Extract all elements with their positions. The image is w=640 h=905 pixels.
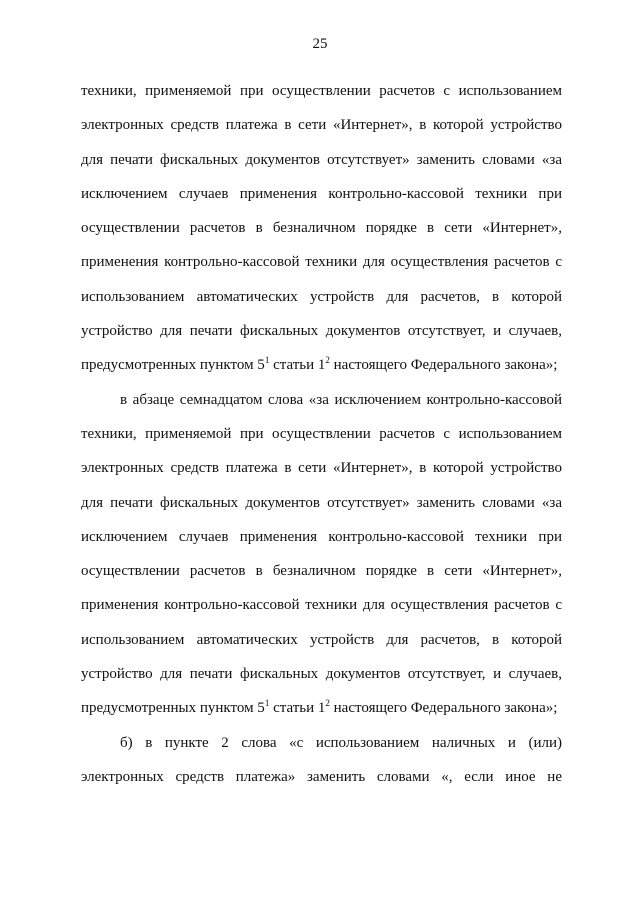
page-number: 25 <box>312 36 328 52</box>
paragraph <box>81 383 562 726</box>
paragraph-text: статьи 1 <box>269 700 326 717</box>
paragraph <box>81 726 562 795</box>
paragraph-text: техники, применяемой при осуществлении расчетов с использованием электронных средств платежа в сети «Интернет», в которой устройство для печати фискальных документов отсутствует» заменить словами «за исключением случаев применения контрольно-кассовой техники при осуществлении расчетов в безналичном порядке в сети «Интернет», применения контрольно-кассовой техники для осуществления расчетов с использованием автоматических устройств для расчетов, в которой устройство для печати фискальных документов отсутствует, и случаев, предусмотренных пунктом 5 <box>81 83 562 374</box>
paragraph-text: статьи 1 <box>269 357 326 374</box>
paragraph <box>81 74 562 383</box>
paragraph-text: в абзаце семнадцатом слова «за исключением контрольно-кассовой техники, применяемой при осуществлении расчетов с использованием электронных средств платежа в сети «Интернет», в которой устройство для печати фискальных документов отсутствует» заменить словами «за исключением случаев применения контрольно-кассовой техники при осуществлении расчетов в безналичном порядке в сети «Интернет», применения контрольно-кассовой техники для осуществления расчетов с использованием автоматических устройств для расчетов, в которой устройство для печати фискальных документов отсутствует, и случаев, предусмотренных пунктом 5 <box>81 391 562 717</box>
paragraph-text: настоящего Федерального закона»; <box>329 357 558 374</box>
superscript: 1 <box>264 698 270 709</box>
superscript: 2 <box>325 355 330 366</box>
superscript: 1 <box>264 355 270 366</box>
superscript: 2 <box>325 698 330 709</box>
document-body <box>81 74 562 794</box>
paragraph-text: б) в пункте 2 слова «с использованием наличных и (или) электронных средств платежа» заменить словами «, если иное не <box>81 734 562 785</box>
paragraph-text: настоящего Федерального закона»; <box>329 700 558 717</box>
